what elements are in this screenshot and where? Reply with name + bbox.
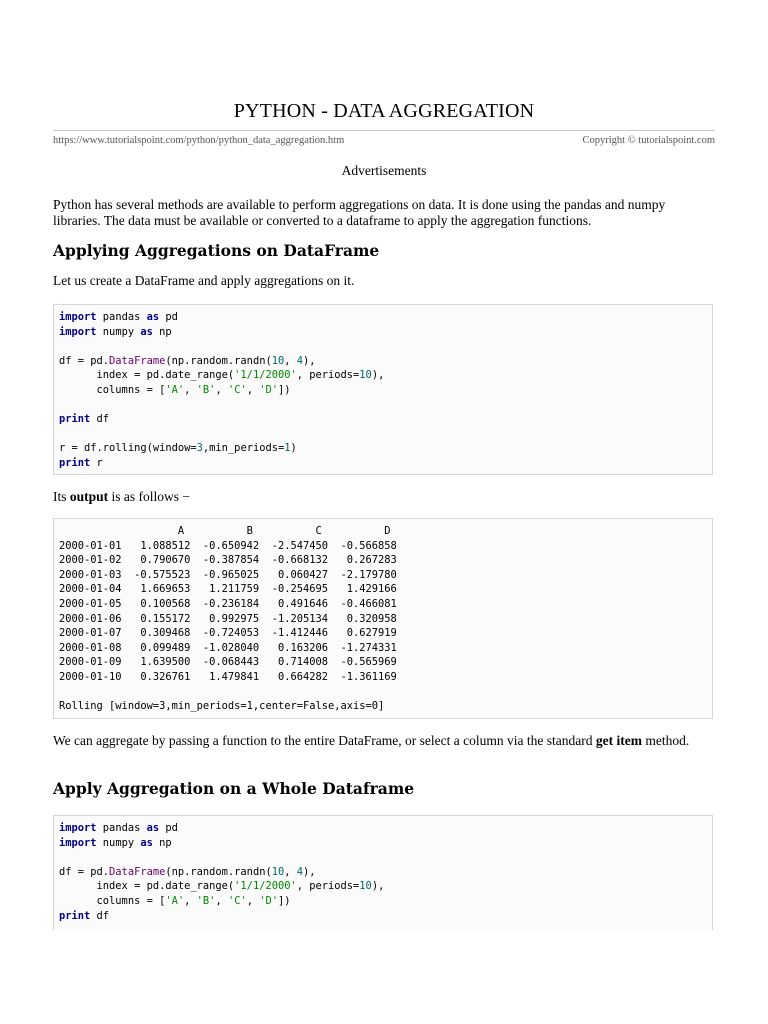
- code-string: 'C': [227, 894, 247, 907]
- code-text: ,: [215, 383, 228, 396]
- output-line: 2000-01-02 0.790670 -0.387854 -0.668132 0.267283: [59, 554, 397, 567]
- code-text: index = pd.date_range(: [59, 369, 235, 382]
- section-lead-paragraph: Let us create a DataFrame and apply aggregations on it.: [53, 273, 355, 288]
- code-string: 'A': [165, 383, 185, 396]
- output-line: Rolling [window=3,min_periods=1,center=False,axis=0]: [59, 700, 385, 713]
- code-text: ,: [215, 894, 228, 907]
- code-string: '1/1/2000': [234, 369, 297, 382]
- output-line: 2000-01-06 0.155172 0.992975 -1.205134 0.320958: [59, 612, 397, 625]
- code-block-1: [53, 304, 713, 475]
- output-content: [54, 519, 712, 714]
- code-text: r = df.rolling(window=: [59, 442, 197, 455]
- code-text: np: [152, 325, 172, 338]
- code-text: ,: [184, 894, 197, 907]
- copyright-notice: Copyright © tutorialspoint.com: [582, 135, 715, 146]
- code-string: 'B': [196, 383, 216, 396]
- code-keyword: as: [140, 325, 153, 338]
- output-intro-bold: output: [69, 489, 109, 504]
- aggregate-text: We can aggregate by passing a function to the entire DataFrame, or select a column via the standard: [53, 733, 596, 748]
- code-text: ,: [284, 354, 297, 367]
- code-content: [54, 816, 712, 923]
- code-text: numpy: [96, 325, 141, 338]
- code-string: 'C': [227, 383, 247, 396]
- code-number: 4: [296, 354, 304, 367]
- code-text: pd: [159, 822, 178, 834]
- output-line: 2000-01-03 -0.575523 -0.965025 0.060427 -2.179780: [59, 568, 397, 581]
- advertisements-label: Advertisements: [341, 163, 427, 178]
- code-number: 10: [271, 354, 285, 367]
- code-text: df = pd.: [59, 865, 110, 878]
- code-text: numpy: [96, 836, 141, 849]
- code-content: [54, 305, 712, 471]
- code-keyword: print: [59, 456, 91, 469]
- code-function: DataFrame: [109, 354, 166, 367]
- code-text: (np.random.randn(: [165, 354, 272, 367]
- code-keyword: import: [59, 325, 97, 338]
- code-text: pandas: [96, 822, 147, 834]
- code-text: , periods=: [296, 880, 360, 893]
- output-line: 2000-01-01 1.088512 -0.650942 -2.547450 -0.566858: [59, 539, 397, 552]
- code-text: ),: [303, 354, 316, 367]
- code-text: ]): [278, 894, 291, 907]
- output-block: [53, 518, 713, 719]
- code-keyword: as: [146, 311, 160, 323]
- section-heading-whole-dataframe: Apply Aggregation on a Whole Dataframe: [53, 779, 415, 798]
- code-keyword: import: [59, 822, 97, 834]
- code-text: ,: [246, 894, 260, 907]
- code-keyword: print: [59, 909, 91, 922]
- code-block-2: [53, 815, 713, 930]
- code-text: ,: [246, 383, 260, 396]
- output-line: 2000-01-10 0.326761 1.479841 0.664282 -1.361169: [59, 670, 397, 683]
- page-url[interactable]: https://www.tutorialspoint.com/python/python_data_aggregation.htm: [53, 135, 345, 146]
- code-text: np: [152, 836, 172, 849]
- code-string: 'D': [259, 894, 279, 907]
- code-string: 'B': [196, 894, 216, 907]
- code-text: columns = [: [59, 383, 166, 396]
- code-keyword: as: [140, 836, 153, 849]
- code-text: df = pd.: [59, 354, 110, 367]
- output-line: 2000-01-05 0.100568 -0.236184 0.491646 -0.466081: [59, 597, 397, 610]
- page-title: PYTHON - DATA AGGREGATION: [233, 100, 535, 122]
- code-text: ),: [371, 369, 385, 382]
- code-string: 'D': [259, 383, 279, 396]
- aggregate-bold: get item: [595, 733, 642, 748]
- aggregate-paragraph: [53, 733, 715, 749]
- code-text: ]): [278, 383, 291, 396]
- code-number: 3: [196, 442, 203, 455]
- section-heading-applying-aggregations: Applying Aggregations on DataFrame: [53, 241, 380, 260]
- code-text: ),: [371, 880, 385, 893]
- output-intro-text: Its: [53, 489, 70, 504]
- code-number: 10: [359, 880, 372, 893]
- intro-paragraph: Python has several methods are available to perform aggregations on data. It is done using the pandas and numpy libraries. The data must be available or converted to a dataframe to apply the aggregation functions.: [53, 197, 666, 228]
- code-text: ,min_periods=: [202, 442, 285, 455]
- output-line: 2000-01-08 0.099489 -1.028040 0.163206 -1.274331: [59, 641, 397, 654]
- code-text: ,: [184, 383, 197, 396]
- code-text: df: [90, 909, 110, 922]
- code-text: pd: [159, 311, 178, 323]
- output-intro-paragraph: [53, 489, 715, 505]
- code-number: 1: [284, 442, 291, 455]
- code-number: 4: [296, 865, 304, 878]
- output-line: A B C D: [59, 525, 391, 537]
- code-text: df: [90, 413, 110, 426]
- code-text: pandas: [96, 311, 147, 323]
- output-line: 2000-01-04 1.669653 1.211759 -0.254695 1.429166: [59, 583, 397, 596]
- code-text: ): [290, 442, 297, 455]
- code-number: 10: [271, 865, 285, 878]
- code-text: (np.random.randn(: [165, 865, 272, 878]
- code-keyword: import: [59, 311, 97, 323]
- code-text: r: [90, 456, 103, 469]
- output-line: 2000-01-09 1.639500 -0.068443 0.714008 -0.565969: [59, 656, 397, 669]
- code-number: 10: [359, 369, 372, 382]
- code-text: index = pd.date_range(: [59, 880, 235, 893]
- code-text: columns = [: [59, 894, 166, 907]
- url-bar: [53, 130, 715, 149]
- code-text: , periods=: [296, 369, 360, 382]
- code-function: DataFrame: [109, 865, 166, 878]
- output-intro-text: is as follows −: [108, 489, 191, 504]
- aggregate-text: method.: [641, 733, 690, 748]
- code-keyword: as: [146, 822, 160, 834]
- code-string: '1/1/2000': [234, 880, 297, 893]
- code-string: 'A': [165, 894, 185, 907]
- code-keyword: print: [59, 413, 91, 426]
- code-keyword: import: [59, 836, 97, 849]
- output-line: 2000-01-07 0.309468 -0.724053 -1.412446 0.627919: [59, 627, 397, 640]
- code-text: ),: [303, 865, 316, 878]
- code-text: ,: [284, 865, 297, 878]
